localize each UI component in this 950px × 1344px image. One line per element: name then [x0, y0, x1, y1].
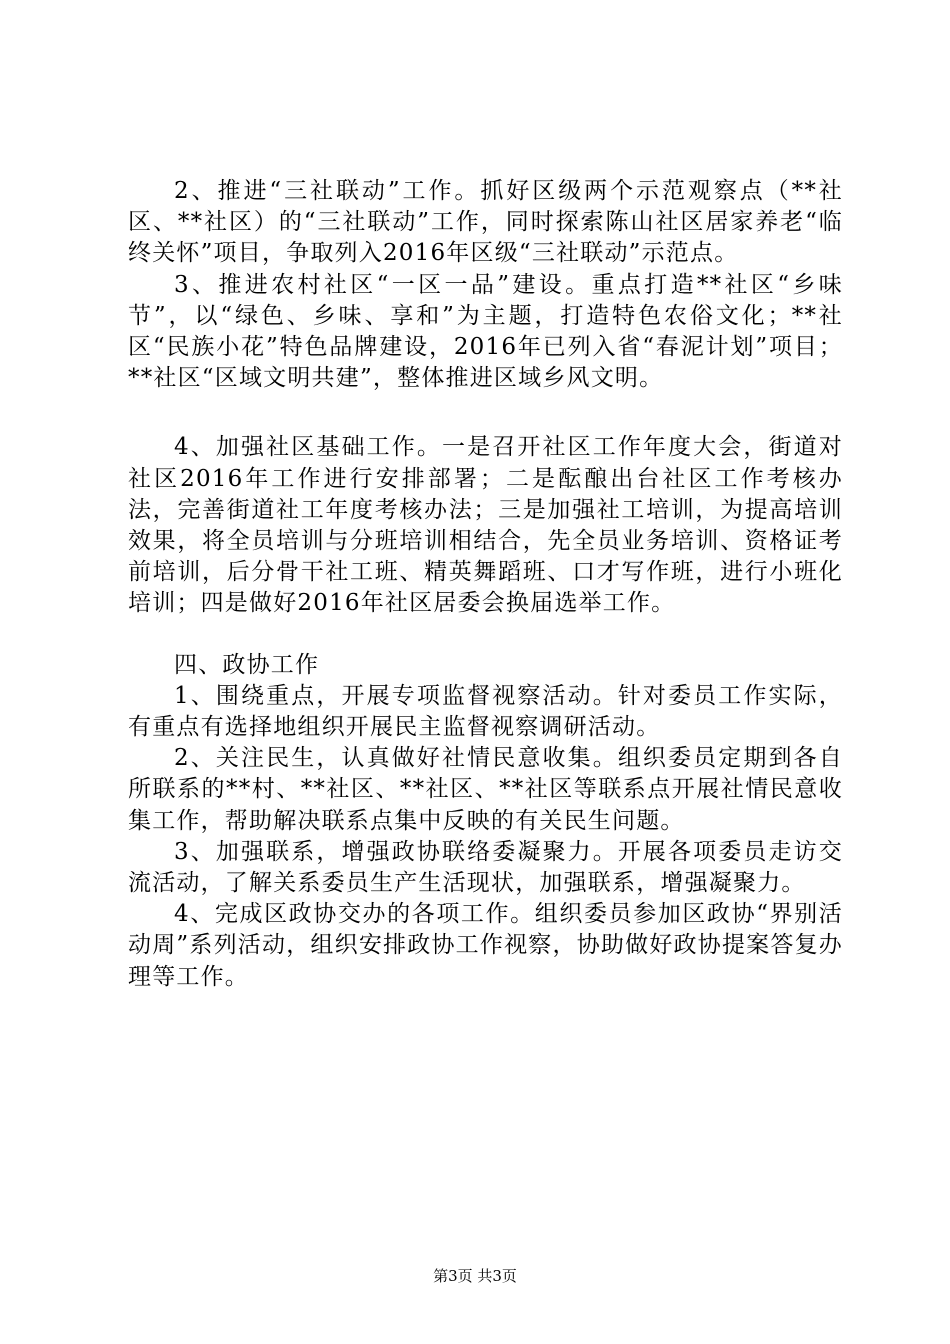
- paragraph-liaison-cohesion: 3、加强联系，增强政协联络委凝聚力。开展各项委员走访交流活动，了解关系委员生产生活现状，加强联系，增强凝聚力。: [128, 838, 843, 897]
- paragraph-assigned-tasks: 4、完成区政协交办的各项工作。组织委员参加区政协“界别活动周”系列活动，组织安排政协工作视察，协助做好政协提案答复办理等工作。: [128, 901, 843, 990]
- paragraph-rural-community-brand: 3、推进农村社区“一区一品”建设。重点打造**社区“乡味节”，以“绿色、乡味、享和”为主题，打造特色农俗文化；**社区“民族小花”特色品牌建设，2016年已列入省“春泥计划”项目；**社区“区域文明共建”，整体推进区域乡风文明。: [128, 271, 843, 392]
- paragraph-three-community-linkage: 2、推进“三社联动”工作。抓好区级两个示范观察点（**社区、**社区）的“三社联动”工作，同时探索陈山社区居家养老“临终关怀”项目，争取列入2016年区级“三社联动”示范点。: [128, 178, 843, 267]
- paragraph-supervision-inspection: 1、围绕重点，开展专项监督视察活动。针对委员工作实际，有重点有选择地组织开展民主监督视察调研活动。: [128, 682, 843, 741]
- document-body: [128, 176, 843, 993]
- paragraph-community-basic-work: 4、加强社区基础工作。一是召开社区工作年度大会，街道对社区2016年工作进行安排部署；二是酝酿出台社区工作考核办法，完善街道社工年度考核办法；三是加强社工培训，为提高培训效果，将全员培训与分班培训相结合，先全员业务培训、资格证考前培训，后分骨干社工班、精英舞蹈班、口才写作班，进行小班化培训；四是做好2016年社区居委会换届选举工作。: [128, 434, 843, 617]
- page-number-footer: 第3页 共3页: [433, 1267, 517, 1285]
- paragraph-public-opinion: 2、关注民生，认真做好社情民意收集。组织委员定期到各自所联系的**村、**社区、**社区、**社区等联系点开展社情民意收集工作，帮助解决联系点集中反映的有关民生问题。: [128, 745, 843, 834]
- section-heading-cppcc-work: 四、政协工作: [174, 651, 320, 678]
